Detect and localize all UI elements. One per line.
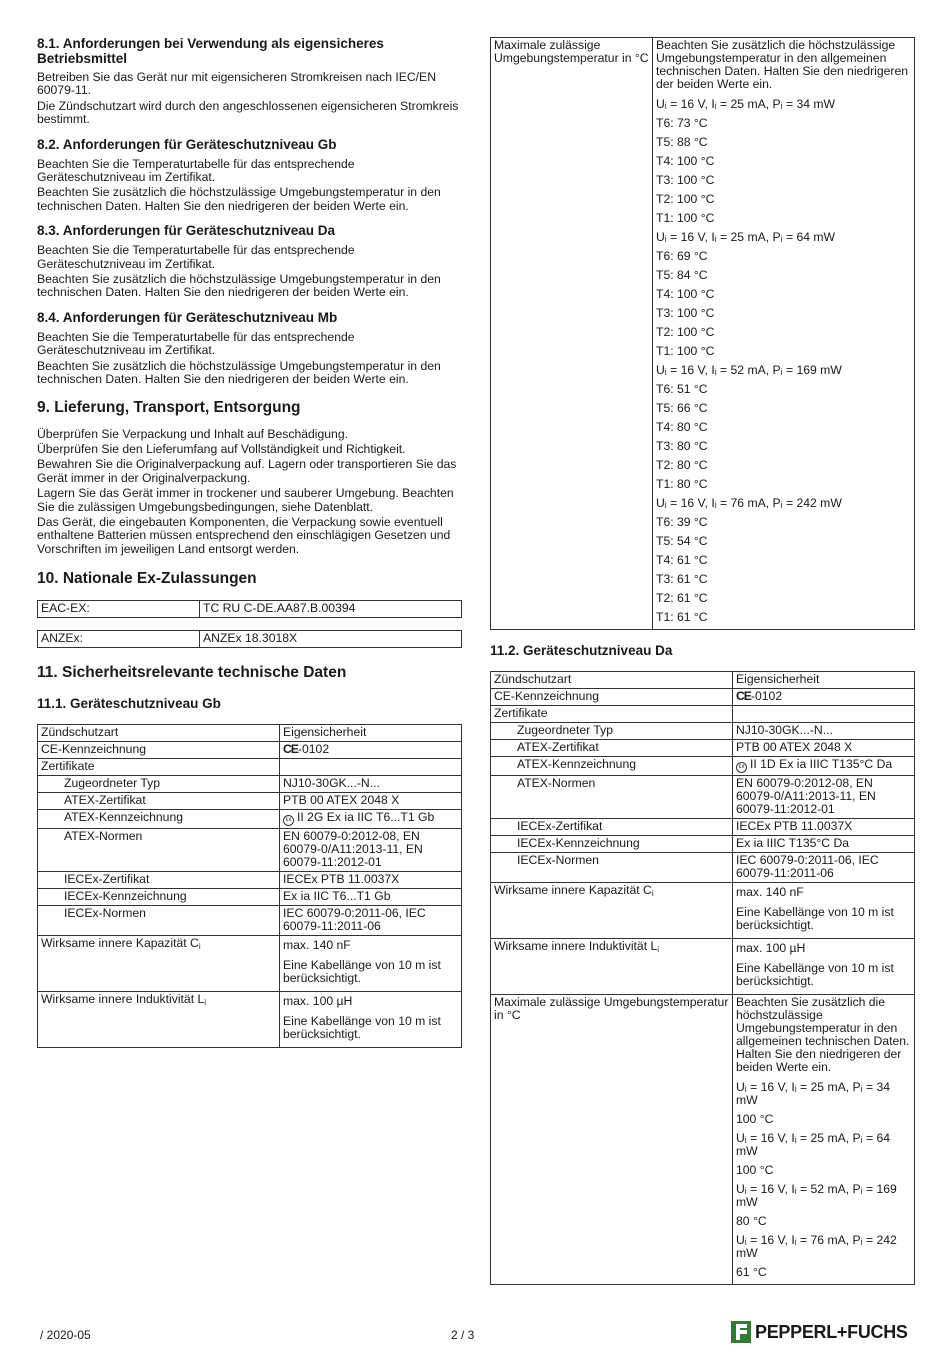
table-row [491,672,915,689]
table-cell [733,995,915,1285]
temperature-line: Uᵢ = 16 V, Iᵢ = 76 mA, Pᵢ = 242 mW [736,1233,897,1260]
temperature-line: 61 °C [736,1265,767,1279]
table-cell [733,706,915,723]
temperature-line: T4: 100 °C [656,154,715,168]
table-row [491,836,915,853]
temperature-line: T4: 61 °C [656,553,708,567]
table-cell: ATEX-Normen [38,829,280,872]
temperature-line: 100 °C [736,1163,774,1177]
table-cell: Ex ia IIC T6...T1 Gb [280,889,462,906]
paragraph: Die Zündschutzart wird durch den angeschlossenen eigensicheren Stromkreis bestimmt. [37,98,459,127]
table-row [38,872,462,889]
inductance-label: Wirksame innere Induktivität L [41,992,205,1007]
table-cell [733,689,915,706]
eac-table [37,600,462,618]
capacitance-note: Eine Kabellänge von 10 m ist berücksichtigt. [736,905,894,932]
heading-11-2: 11.2. Geräteschutzniveau Da [490,643,673,658]
temperature-note: Beachten Sie zusätzlich die höchstzulässige Umgebungstemperatur in den allgemeinen technischen Daten. Halten Sie den niedrigeren der beiden Werte ein. [736,995,910,1074]
capacitance-note: Eine Kabellänge von 10 m ist berücksichtigt. [283,958,441,986]
table-cell: IECEx PTB 11.0037X [733,819,915,836]
table-cell: ATEX-Normen [491,776,733,819]
inductance-note: Eine Kabellänge von 10 m ist berücksichtigt. [736,961,894,988]
table-cell: EN 60079-0:2012-08, EN 60079-0/A11:2013-11, EN 60079-11:2012-01 [280,829,462,872]
table-cell: Eigensicherheit [733,672,915,689]
temperature-line: Uᵢ = 16 V, Iᵢ = 52 mA, Pᵢ = 169 mW [736,1182,897,1209]
table-cell: Eigensicherheit [280,725,462,742]
table-cell [733,883,915,939]
paragraph: Beachten Sie die Temperaturtabelle für das entsprechende Geräteschutzniveau im Zertifikat. [37,329,355,358]
heading-9: 9. Lieferung, Transport, Entsorgung [37,398,301,416]
table-cell [38,992,280,1048]
table-cell [733,757,915,776]
table-row [38,889,462,906]
table-cell: TC RU C-DE.AA87.B.00394 [200,601,462,618]
table-cell: ANZEx 18.3018X [200,631,462,648]
temperature-line: T3: 100 °C [656,306,715,320]
temperature-line: T5: 84 °C [656,268,708,282]
table-row [38,793,462,810]
table-cell: IECEx PTB 11.0037X [280,872,462,889]
heading-8-1: 8.1. Anforderungen bei Verwendung als eigensicheres Betriebsmittel [37,36,384,66]
temperature-line: T6: 69 °C [656,249,708,263]
left-column [37,36,462,1048]
temperature-line: T3: 100 °C [656,173,715,187]
gb-temperature-table [490,37,915,630]
table-row [491,995,915,1285]
table-row [38,725,462,742]
paragraph: Betreiben Sie das Gerät nur mit eigensicheren Stromkreisen nach IEC/EN 60079-11. [37,70,436,98]
table-cell: Zertifikate [491,706,733,723]
paragraph: Das Gerät, die eingebauten Komponenten, die Verpackung sowie eventuell enthaltene Batterien müssen entsprechend den einschlägigen Gesetzen und Vorschriften im jeweiligen Land entsorgt werden. [37,514,451,556]
table-cell: NJ10-30GK...-N... [733,723,915,740]
capacitance-value: max. 140 nF [283,938,351,953]
gb-data-table [37,724,462,1048]
table-row [38,742,462,759]
table-row [38,992,462,1048]
temperature-values [656,95,911,627]
section-8-2 [37,137,462,214]
table-cell: ANZEx: [38,631,200,648]
table-row [38,601,462,618]
table-cell: NJ10-30GK...-N... [280,776,462,793]
table-cell: ATEX-Zertifikat [38,793,280,810]
temperature-line: T4: 80 °C [656,420,708,434]
temperature-line: 80 °C [736,1214,767,1228]
table-row [491,853,915,883]
table-cell: Zertifikate [38,759,280,776]
table-row [491,883,915,939]
paragraph: Beachten Sie die Temperaturtabelle für das entsprechende Geräteschutzniveau im Zertifikat. [37,243,355,271]
table-row [38,631,462,648]
paragraph: Bewahren Sie die Originalverpackung auf. Lagern oder transportieren Sie das Gerät immer in der Originalverpackung. [37,457,457,485]
temperature-line: T5: 66 °C [656,401,708,415]
capacitance-label: Wirksame innere Kapazität C [494,883,652,897]
table-cell: CE-Kennzeichnung [491,689,733,706]
right-column [490,37,915,1285]
table-cell: Maximale zulässige Umgebungstemperatur in °C [491,38,653,630]
table-cell [280,810,462,829]
table-cell: IECEx-Zertifikat [491,819,733,836]
subscript: i [657,945,660,954]
table-cell [280,936,462,992]
table-cell [491,939,733,995]
temperature-line: T6: 73 °C [656,116,708,130]
subscript: i [198,942,201,952]
table-cell [280,759,462,776]
paragraph: Beachten Sie zusätzlich die höchstzulässige Umgebungstemperatur in den technischen Daten. Halten Sie den niedrigeren der beiden Werte ein. [37,358,441,387]
table-cell: IECEx-Kennzeichnung [38,889,280,906]
table-row [491,723,915,740]
paragraph: Beachten Sie die Temperaturtabelle für das entsprechende Geräteschutzniveau im Zertifikat. [37,156,355,185]
temperature-line: Uᵢ = 16 V, Iᵢ = 25 mA, Pᵢ = 34 mW [736,1080,891,1107]
temperature-line: T3: 80 °C [656,439,708,453]
temperature-note: Beachten Sie zusätzlich die höchstzulässige Umgebungstemperatur in den allgemeinen technischen Daten. Halten Sie den niedrigeren der beiden Werte ein. [656,38,909,91]
table-cell: CE-Kennzeichnung [38,742,280,759]
temperature-line: T2: 61 °C [656,591,708,605]
section-9 [37,399,462,557]
table-cell: PTB 00 ATEX 2048 X [280,793,462,810]
temperature-line: T6: 39 °C [656,515,708,529]
heading-11-1: 11.1. Geräteschutzniveau Gb [37,696,221,712]
capacitance-value: max. 140 nF [736,885,804,899]
temperature-line: 100 °C [736,1112,774,1126]
paragraph: Überprüfen Sie Verpackung und Inhalt auf Beschädigung. [37,426,349,441]
temperature-line: Uᵢ = 16 V, Iᵢ = 25 mA, Pᵢ = 34 mW [656,97,836,111]
table-cell [280,742,462,759]
table-cell: IECEx-Kennzeichnung [491,836,733,853]
table-cell: Zündschutzart [38,725,280,742]
table-cell [733,939,915,995]
table-row [491,939,915,995]
table-cell: Zugeordneter Typ [38,776,280,793]
table-cell: Maximale zulässige Umgebungstemperatur in °C [491,995,733,1285]
table-row [38,759,462,776]
temperature-line: Uᵢ = 16 V, Iᵢ = 25 mA, Pᵢ = 64 mW [736,1131,891,1158]
table-cell [38,936,280,992]
table-cell: IECEx-Normen [491,853,733,883]
pepperl-fuchs-logo-icon [731,1321,751,1343]
table-cell [280,992,462,1048]
paragraph: Beachten Sie zusätzlich die höchstzulässige Umgebungstemperatur in den technischen Daten. Halten Sie den niedrigeren der beiden Werte ein. [37,272,441,300]
subscript: i [204,998,207,1008]
atex-marking: II 1D Ex ia IIIC T135°C Da [750,757,893,771]
temperature-line: Uᵢ = 16 V, Iᵢ = 52 mA, Pᵢ = 169 mW [656,363,842,377]
inductance-value: max. 100 µH [283,994,353,1009]
table-row [491,689,915,706]
table-row [38,776,462,793]
da-data-table [490,671,915,1285]
temperature-line: T1: 100 °C [656,344,715,358]
table-cell: IEC 60079-0:2011-06, IEC 60079-11:2011-06 [733,853,915,883]
temperature-line: Uᵢ = 16 V, Iᵢ = 25 mA, Pᵢ = 64 mW [656,230,836,244]
paragraph: Überprüfen Sie den Lieferumfang auf Vollständigkeit und Richtigkeit. [37,441,406,456]
table-cell: IEC 60079-0:2011-06, IEC 60079-11:2011-06 [280,906,462,936]
table-cell: EN 60079-0:2012-08, EN 60079-0/A11:2013-11, EN 60079-11:2012-01 [733,776,915,819]
temperature-values [736,1078,911,1282]
table-cell: Zündschutzart [491,672,733,689]
ex-symbol-icon: εx [736,762,747,773]
table-cell [653,38,915,630]
temperature-line: T5: 54 °C [656,534,708,548]
table-cell: ATEX-Zertifikat [491,740,733,757]
subscript: i [651,889,654,898]
temperature-line: T5: 88 °C [656,135,708,149]
temperature-line: Uᵢ = 16 V, Iᵢ = 76 mA, Pᵢ = 242 mW [656,496,842,510]
table-row [491,776,915,819]
table-row [38,906,462,936]
temperature-line: T2: 80 °C [656,458,708,472]
brand-name: PEPPERL+FUCHS [755,1321,908,1342]
section-8-4 [37,310,462,387]
table-row [38,829,462,872]
table-row [491,38,915,630]
inductance-value: max. 100 µH [736,941,806,955]
capacitance-label: Wirksame innere Kapazität C [41,936,199,951]
inductance-note: Eine Kabellänge von 10 m ist berücksichtigt. [283,1014,441,1042]
table-row [491,740,915,757]
table-cell: Zugeordneter Typ [491,723,733,740]
table-row [38,810,462,829]
atex-marking: II 2G Ex ia IIC T6...T1 Gb [297,810,435,825]
temperature-line: T1: 61 °C [656,610,708,624]
section-8-1 [37,36,462,127]
temperature-line: T4: 100 °C [656,287,715,301]
section-10 [37,570,462,648]
footer-date: / 2020-05 [40,1328,91,1342]
page-number: 2 / 3 [451,1328,475,1342]
temperature-line: T2: 100 °C [656,325,715,339]
anzex-table [37,630,462,648]
table-cell: PTB 00 ATEX 2048 X [733,740,915,757]
table-cell [491,883,733,939]
heading-8-3: 8.3. Anforderungen für Geräteschutzniveau Da [37,223,336,239]
section-8-3 [37,223,462,300]
paragraph: Beachten Sie zusätzlich die höchstzulässige Umgebungstemperatur in den technischen Daten. Halten Sie den niedrigeren der beiden Werte ein. [37,185,441,213]
brand-logo [731,1321,908,1343]
heading-8-2: 8.2. Anforderungen für Geräteschutzniveau Gb [37,136,337,152]
table-cell: Ex ia IIIC T135°C Da [733,836,915,853]
paragraph: Lagern Sie das Gerät immer in trockener und sauberer Umgebung. Beachten Sie die zulässigen Umgebungsbedingungen, siehe Datenblatt. [37,486,454,514]
heading-11: 11. Sicherheitsrelevante technische Daten [37,664,347,682]
temperature-line: T1: 100 °C [656,211,715,225]
heading-10: 10. Nationale Ex-Zulassungen [37,570,257,588]
table-cell: ATEX-Kennzeichnung [38,810,280,829]
table-row [491,757,915,776]
table-cell: ATEX-Kennzeichnung [491,757,733,776]
table-cell: IECEx-Normen [38,906,280,936]
temperature-line: T2: 100 °C [656,192,715,206]
temperature-line: T3: 61 °C [656,572,708,586]
table-row [38,936,462,992]
ce-mark-icon: CE [736,689,751,703]
ce-number: -0102 [750,689,783,703]
temperature-line: T6: 51 °C [656,382,708,396]
heading-8-4: 8.4. Anforderungen für Geräteschutzniveau Mb [37,309,338,325]
ce-number: -0102 [297,742,330,757]
ce-mark-icon: CE [283,742,298,757]
table-cell: IECEx-Zertifikat [38,872,280,889]
inductance-label: Wirksame innere Induktivität L [494,939,658,953]
table-cell: EAC-EX: [38,601,200,618]
temperature-line: T1: 80 °C [656,477,708,491]
table-row [491,706,915,723]
ex-symbol-icon: εx [283,815,294,826]
table-row [491,819,915,836]
